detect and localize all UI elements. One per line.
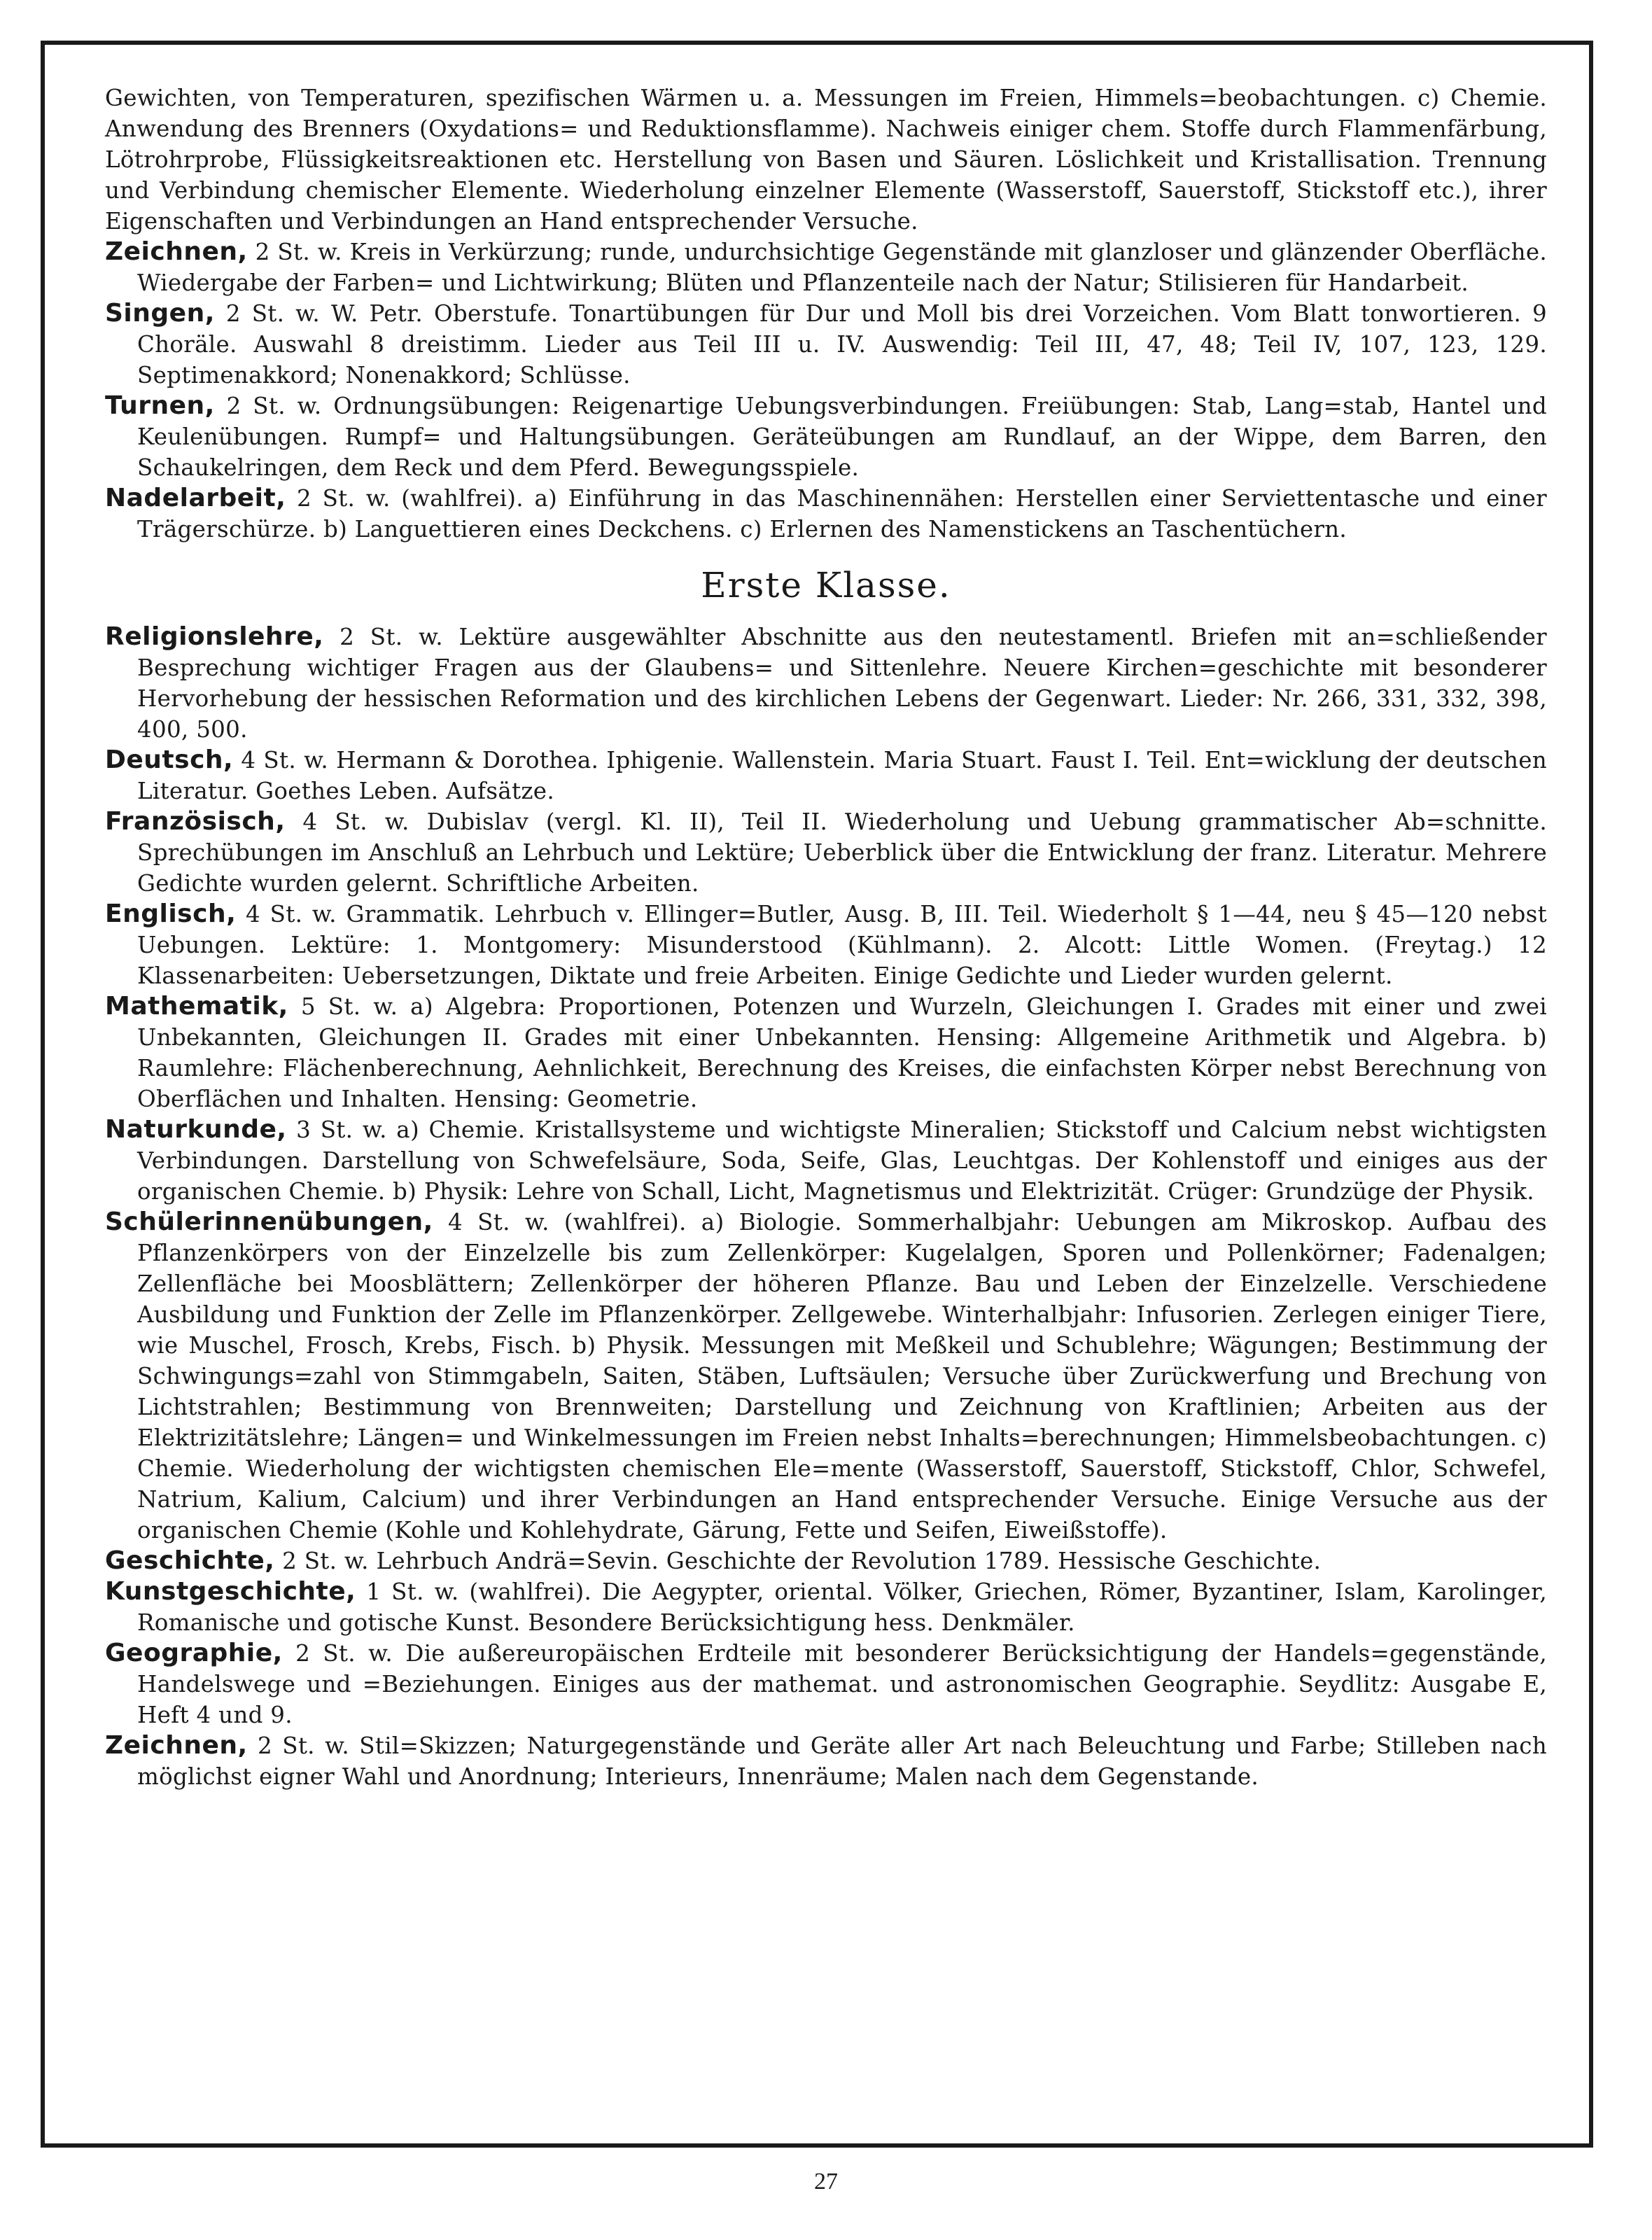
subject-text: 2 St. w. Ordnungsübungen: Reigenartige Uebungsverbindungen. Freiübungen: Stab, Lang=stab, Hantel und Keulenübungen. Rumpf= und Haltungsübungen. Geräteübungen am Rundlauf, an der Wippe, dem Barren, den Schaukelringen, dem Reck und dem Pferd. Bewegungsspiele. <box>137 393 1547 481</box>
subject-entry <box>105 1546 1547 1576</box>
subject-heading: Mathematik, <box>105 992 288 1021</box>
subject-text: 2 St. w. W. Petr. Oberstufe. Tonartübungen für Dur und Moll bis drei Vorzeichen. Vom Blatt tonwortieren. 9 Choräle. Auswahl 8 dreistimm. Lieder aus Teil III u. IV. Auswendig: Teil III, 47, 48; Teil IV, 107, 123, 129. Septimenakkord; Nonenakkord; Schlüsse. <box>137 300 1547 388</box>
subject-heading: Englisch, <box>105 899 237 928</box>
subject-entry <box>105 483 1547 545</box>
subject-heading: Geographie, <box>105 1639 283 1667</box>
subject-text: 4 St. w. Hermann & Dorothea. Iphigenie. Wallenstein. Maria Stuart. Faust I. Teil. Ent=wicklung der deutschen Literatur. Goethes Leben. Aufsätze. <box>137 747 1547 804</box>
subject-entry <box>105 1730 1547 1792</box>
section-b <box>105 622 1547 1792</box>
subject-text: 2 St. w. (wahlfrei). a) Einführung in das Maschinennähen: Herstellen einer Serviettentasche und einer Trägerschürze. b) Languettieren eines Deckchens. c) Erlernen des Namenstickens an Taschentüchern. <box>137 485 1547 542</box>
subject-text: 4 St. w. Grammatik. Lehrbuch v. Ellinger=Butler, Ausg. B, III. Teil. Wiederholt § 1—44, neu § 45—120 nebst Uebungen. Lektüre: 1. Montgomery: Misunderstood (Kühlmann). 2. Alcott: Little Women. (Freytag.) 12 Klassenarbeiten: Uebersetzungen, Diktate und freie Arbeiten. Einige Gedichte und Lieder wurden gelernt. <box>137 901 1547 989</box>
subject-heading: Religionslehre, <box>105 622 324 651</box>
subject-heading: Deutsch, <box>105 746 234 774</box>
subject-text: 4 St. w. (wahlfrei). a) Biologie. Sommerhalbjahr: Uebungen am Mikroskop. Aufbau des Pflanzenkörpers von der Einzelzelle bis zum Zellenkörper: Kugelalgen, Sporen und Pollenkörner; Fadenalgen; Zellenfläche bei Moosblättern; Zellenkörper der höheren Pflanze. Bau und Leben der Einzelzelle. Verschiedene Ausbildung und Funktion der Zelle im Pflanzenkörper. Zellgewebe. Winterhalbjahr: Infusorien. Zerlegen einiger Tiere, wie Muschel, Frosch, Krebs, Fisch. b) Physik. Messungen mit Meßkeil und Schublehre; Wägungen; Bestimmung der Schwingungs=zahl von Stimmgabeln, Saiten, Stäben, Luftsäulen; Versuche über Zurückwerfung und Brechung von Lichtstrahlen; Bestimmung von Brennweiten; Darstellung und Zeichnung von Kraftlinien; Arbeiten aus der Elektrizitätslehre; Längen= und Winkelmessungen im Freien nebst Inhalts=berechnungen; Himmelsbeobachtungen. c) Chemie. Wiederholung der wichtigsten chemischen Ele=mente (Wasserstoff, Sauerstoff, Stickstoff, Chlor, Schwefel, Natrium, Kalium, Calcium) und ihrer Verbindungen an Hand entsprechender Versuche. Einige Versuche aus der organischen Chemie (Kohle und Kohlehydrate, Gärung, Fette und Seifen, Eiweißstoffe). <box>137 1209 1547 1544</box>
subject-text: 1 St. w. (wahlfrei). Die Aegypter, oriental. Völker, Griechen, Römer, Byzantiner, Islam, Karolinger, Romanische und gotische Kunst. Besondere Berücksichtigung hess. Denkmäler. <box>137 1578 1547 1636</box>
subject-heading: Naturkunde, <box>105 1115 287 1144</box>
page-number: 27 <box>814 2169 838 2194</box>
subject-text: 5 St. w. a) Algebra: Proportionen, Potenzen und Wurzeln, Gleichungen I. Grades mit einer und zwei Unbekannten, Gleichungen II. Grades mit einer Unbekannten. Hensing: Allgemeine Arithmetik und Algebra. b) Raumlehre: Flächenberechnung, Aehnlichkeit, Berechnung des Kreises, die einfachsten Körper nebst Berechnung von Oberflächen und Inhalten. Hensing: Geometrie. <box>137 993 1547 1112</box>
subject-entry <box>105 622 1547 745</box>
subject-heading: Turnen, <box>105 391 215 420</box>
subject-text: 4 St. w. Dubislav (vergl. Kl. II), Teil II. Wiederholung und Uebung grammatischer Ab=schnitte. Sprechübungen im Anschluß an Lehrbuch und Lektüre; Ueberblick über die Entwicklung der franz. Literatur. Mehrere Gedichte wurden gelernt. Schriftliche Arbeiten. <box>137 808 1547 897</box>
section-title: Erste Klasse. <box>701 565 951 606</box>
subject-entry <box>105 391 1547 483</box>
subject-heading: Geschichte, <box>105 1546 275 1575</box>
subject-entry <box>105 1638 1547 1730</box>
subject-text: 2 St. w. Lektüre ausgewählter Abschnitte aus den neutestamentl. Briefen mit an=schließender Besprechung wichtiger Fragen aus der Glaubens= und Sittenlehre. Neuere Kirchen=geschichte mit besonderer Hervorhebung der hessischen Reformation und des kirchlichen Lebens der Gegenwart. Lieder: Nr. 266, 331, 332, 398, 400, 500. <box>137 624 1547 743</box>
subject-heading: Singen, <box>105 299 215 328</box>
subject-entry <box>105 1576 1547 1638</box>
subject-heading: Zeichnen, <box>105 237 248 266</box>
subject-heading: Zeichnen, <box>105 1731 248 1760</box>
section-a <box>105 237 1547 545</box>
subject-entry <box>105 899 1547 991</box>
subject-text: 2 St. w. Lehrbuch Andrä=Sevin. Geschichte der Revolution 1789. Hessische Geschichte. <box>282 1548 1322 1574</box>
subject-text: 2 St. w. Stil=Skizzen; Naturgegenstände und Geräte aller Art nach Beleuchtung und Farbe; Stilleben nach möglichst eigner Wahl und Anordnung; Interieurs, Innenräume; Malen nach dem Gegenstande. <box>137 1732 1547 1790</box>
subject-entry <box>105 806 1547 899</box>
subject-text: 2 St. w. Die außereuropäischen Erdteile mit besonderer Berücksichtigung der Handels=gegenstände, Handelswege und =Beziehungen. Einiges aus der mathemat. und astronomischen Geographie. Seydlitz: Ausgabe E, Heft 4 und 9. <box>137 1640 1547 1728</box>
page-content <box>105 83 1547 1792</box>
subject-heading: Schülerinnenübungen, <box>105 1208 433 1236</box>
subject-heading: Französisch, <box>105 807 286 836</box>
intro-paragraph: Gewichten, von Temperaturen, spezifischen Wärmen u. a. Messungen im Freien, Himmels=beobachtungen. c) Chemie. Anwendung des Brenners (Oxydations= und Reduktionsflamme). Nachweis einiger chem. Stoffe durch Flammenfärbung, Lötrohrprobe, Flüssigkeitsreaktionen etc. Herstellung von Basen und Säuren. Löslichkeit und Kristallisation. Trennung und Verbindung chemischer Elemente. Wiederholung einzelner Elemente (Wasserstoff, Sauerstoff, Stickstoff etc.), ihrer Eigenschaften und Verbindungen an Hand entsprechender Versuche. <box>105 85 1547 234</box>
subject-heading: Kunstgeschichte, <box>105 1577 356 1606</box>
subject-text: 3 St. w. a) Chemie. Kristallsysteme und wichtigste Mineralien; Stickstoff und Calcium nebst wichtigsten Verbindungen. Darstellung von Schwefelsäure, Soda, Seife, Glas, Leuchtgas. Der Kohlenstoff und einiges aus der organischen Chemie. b) Physik: Lehre von Schall, Licht, Magnetismus und Elektrizität. Crüger: Grundzüge der Physik. <box>137 1116 1547 1205</box>
subject-entry <box>105 1207 1547 1546</box>
subject-text: 2 St. w. Kreis in Verkürzung; runde, undurchsichtige Gegenstände mit glanzloser und glänzender Oberfläche. Wiedergabe der Farben= und Lichtwirkung; Blüten und Pflanzenteile nach der Natur; Stilisieren für Handarbeit. <box>137 239 1547 296</box>
subject-entry <box>105 1114 1547 1207</box>
subject-entry <box>105 991 1547 1114</box>
subject-entry <box>105 745 1547 806</box>
subject-entry <box>105 237 1547 298</box>
subject-heading: Nadelarbeit, <box>105 484 286 512</box>
subject-entry <box>105 298 1547 391</box>
